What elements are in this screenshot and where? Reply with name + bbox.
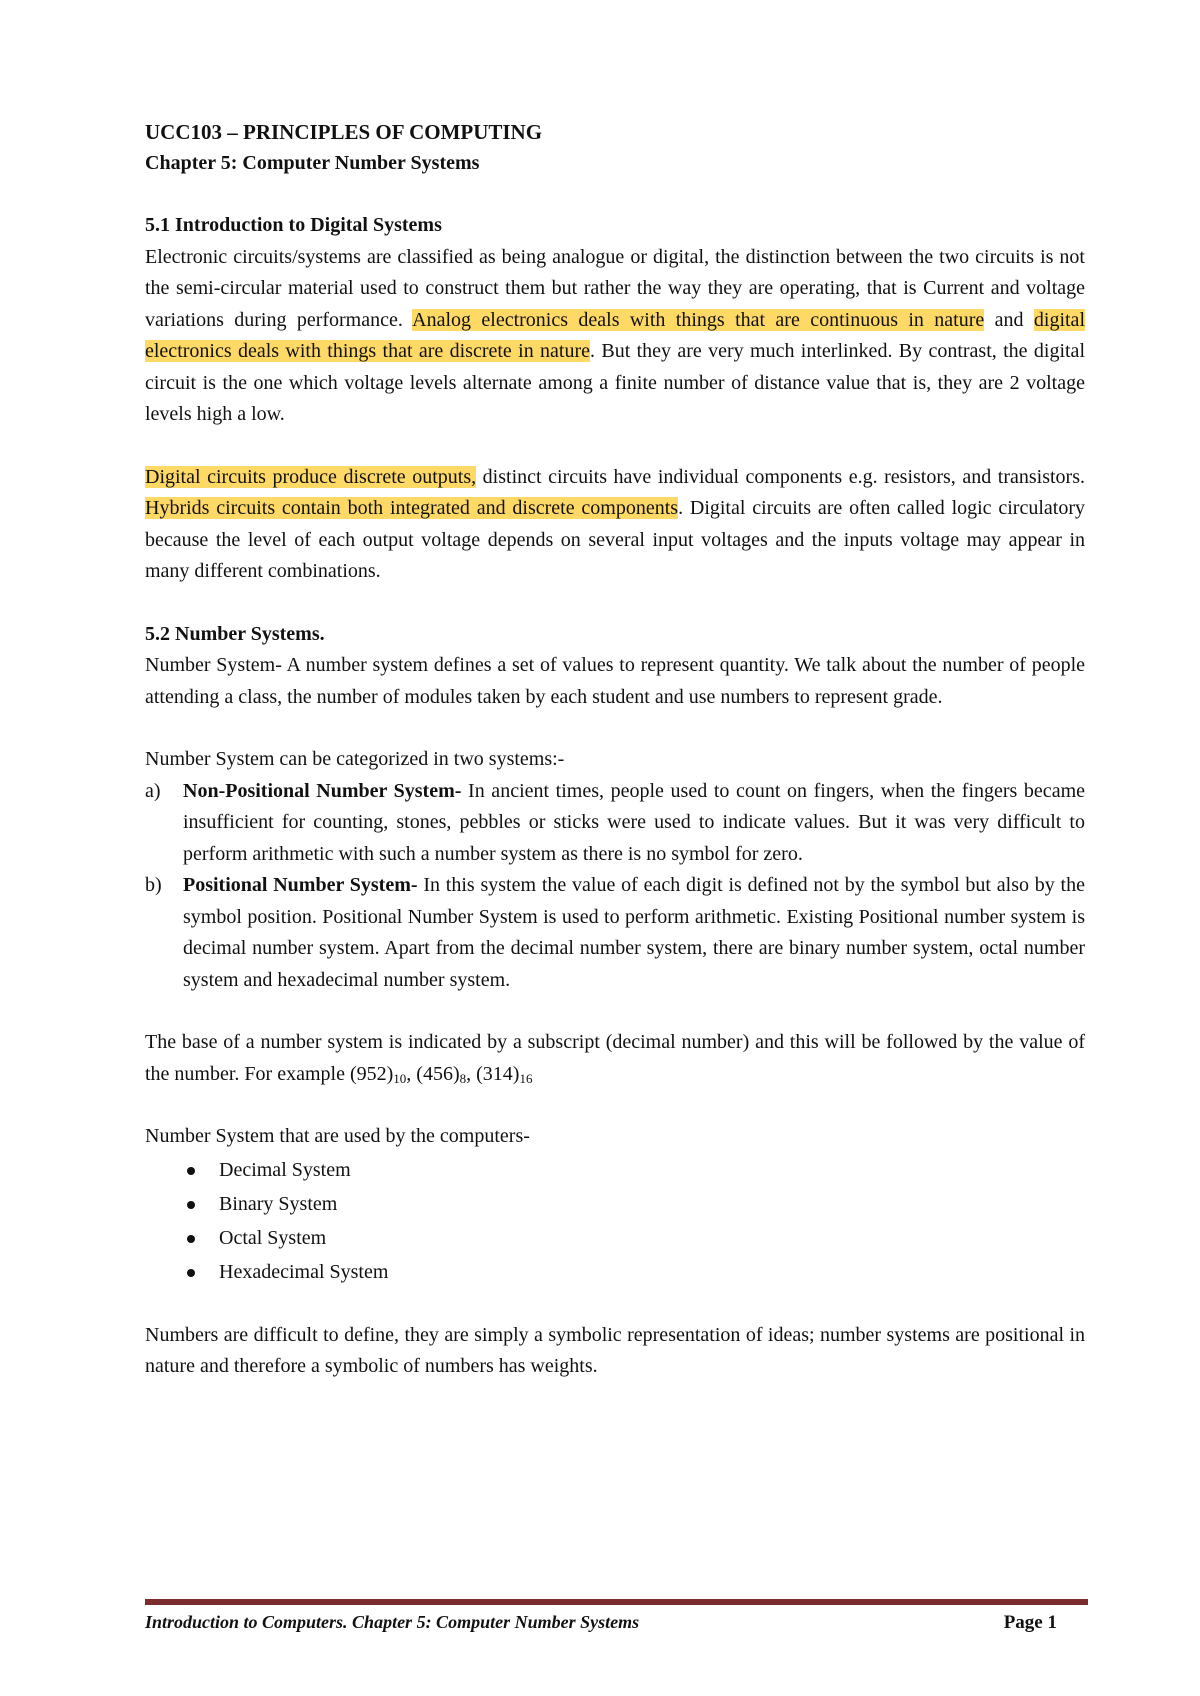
bullet-icon <box>187 1269 195 1277</box>
course-title: UCC103 – PRINCIPLES OF COMPUTING <box>145 120 543 144</box>
highlight-digital: digital electronics deals with things that are discrete in nature <box>145 308 1085 362</box>
paragraph-numbers-definition: Numbers are difficult to define, they are simply a symbolic representation of ideas; number systems are positional in nature and therefore a symbolic of numbers has weights. <box>145 1323 1085 1377</box>
highlight-analog: Analog electronics deals with things that are continuous in nature <box>412 308 985 331</box>
section-heading-5-1: 5.1 Introduction to Digital Systems <box>145 214 442 236</box>
page-footer <box>145 1612 1057 1642</box>
highlight-hybrids: Hybrids circuits contain both integrated and discrete components <box>145 497 679 519</box>
footer-rule <box>145 1599 1088 1605</box>
list-marker: b) <box>145 874 162 896</box>
bullet-icon <box>187 1167 195 1175</box>
highlight-discrete-outputs: Digital circuits produce discrete outputs, <box>145 465 477 488</box>
paragraph-intro: Electronic circuits/systems are classified as being analogue or digital, the distinction between the two circuits is not the semi-circular material used to construct them but rather the way they are operating, that is Current and voltage variations during performance. Analog electronics deals with things that are continuous in nature and digital electronics deals with things that are discrete in nature. But they are very much interlinked. By contrast, the digital circuit is the one which voltage levels alternate among a finite number of distance value that is, they are 2 voltage levels high a low. <box>145 245 1085 425</box>
list-term: Positional Number System- <box>183 874 418 896</box>
paragraph-categories-intro: Number System can be categorized in two systems:- <box>145 748 565 770</box>
paragraph-computer-systems-intro: Number System that are used by the computers- <box>145 1125 530 1147</box>
section-heading-5-2: 5.2 Number Systems. <box>145 622 325 645</box>
paragraph-number-system-def: Number System- A number system defines a set of values to represent quantity. We talk about the number of people attending a class, the number of modules taken by each student and use numbers to represent grade. <box>145 654 1085 708</box>
page-number: Page 1 <box>1003 1612 1057 1633</box>
bullet-icon <box>187 1235 195 1243</box>
number-system-list <box>145 1153 1085 1289</box>
paragraph-digital-circuits: Digital circuits produce discrete outputs, distinct circuits have individual components e.g. resistors, and transistors. Hybrids circuits contain both integrated and discrete components. Digital circuits are often called logic circulatory because the level of each output voltage depends on several input voltages and the inputs voltage may appear in many different combinations. <box>145 465 1085 582</box>
category-list <box>145 776 1085 997</box>
list-item: Octal System <box>145 1221 1085 1255</box>
paragraph-base-example: The base of a number system is indicated by a subscript (decimal number) and this will be followed by the value of the number. For example $(952)_{10}$, $(456)_8$, $(314)_{16}$ <box>145 1031 1085 1086</box>
list-item: a) Non-Positional Number System- In ancient times, people used to count on fingers, when the fingers became insufficient for counting, stones, pebbles or sticks were used to indicate values. But it was very difficult to perform arithmetic with such a number system as there is no symbol for zero. <box>145 776 1085 871</box>
list-term: Non-Positional Number System- <box>183 779 462 802</box>
list-item: Hexadecimal System <box>145 1255 1085 1289</box>
list-item: Decimal System <box>145 1153 1085 1187</box>
chapter-title: Chapter 5: Computer Number Systems <box>145 152 480 174</box>
list-item: b) Positional Number System- In this system the value of each digit is defined not by the symbol but also by the symbol position. Positional Number System is used to perform arithmetic. Existing Positional number system is decimal number system. Apart from the decimal number system, there are binary number system, octal number system and hexadecimal number system. <box>145 870 1085 996</box>
list-marker: a) <box>145 779 161 802</box>
bullet-icon <box>187 1201 195 1209</box>
list-item: Binary System <box>145 1187 1085 1221</box>
footer-title: Introduction to Computers. Chapter 5: Computer Number Systems <box>145 1612 640 1632</box>
document-page <box>145 117 1085 1383</box>
